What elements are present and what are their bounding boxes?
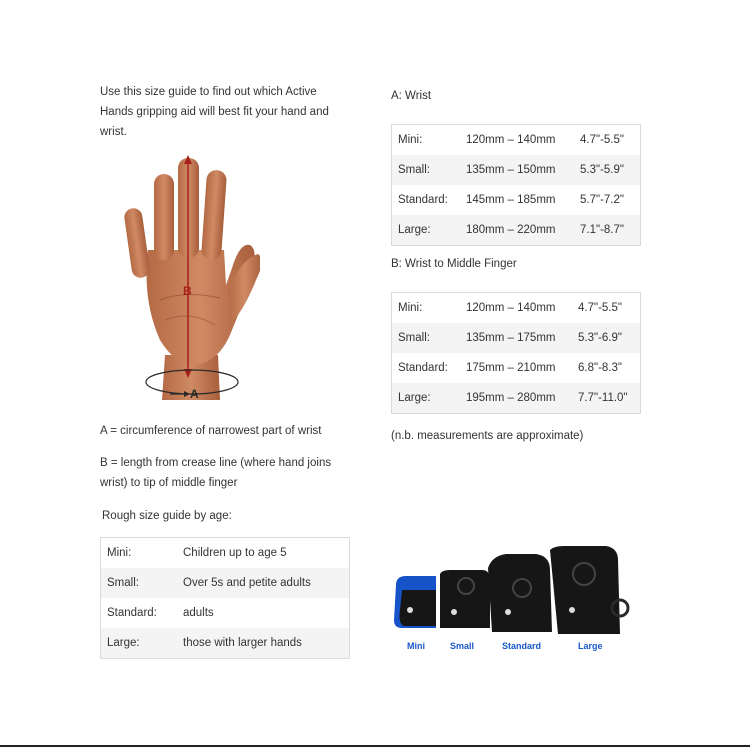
inch-cell: 4.7"-5.5" xyxy=(580,134,624,146)
label-b: B xyxy=(183,284,192,298)
inch-cell: 5.3"-5.9" xyxy=(574,155,641,185)
mm-cell: 135mm – 150mm xyxy=(460,155,574,185)
inch-cell: 6.8"-8.3" xyxy=(578,362,622,374)
size-cell: Small: xyxy=(392,323,461,353)
glove-large xyxy=(550,546,628,634)
inch-cell: 7.1"-8.7" xyxy=(574,215,641,246)
table-row xyxy=(101,568,350,598)
size-cell: Small: xyxy=(392,155,461,185)
label-a: A xyxy=(190,387,199,401)
hand-diagram xyxy=(120,150,260,410)
size-cell: Standard: xyxy=(107,607,157,619)
desc-cell: Children up to age 5 xyxy=(183,547,287,559)
mm-cell: 180mm – 220mm xyxy=(460,215,574,246)
size-cell: Standard: xyxy=(398,194,448,206)
table-row xyxy=(101,598,350,628)
definition-a: A = circumference of narrowest part of wrist xyxy=(100,425,322,437)
size-cell: Mini: xyxy=(107,547,132,559)
mm-cell: 145mm – 185mm xyxy=(466,194,556,206)
inch-cell: 4.7"-5.5" xyxy=(578,302,622,314)
desc-cell: adults xyxy=(183,607,214,619)
mm-cell: 195mm – 280mm xyxy=(460,383,572,414)
desc-cell: those with larger hands xyxy=(177,628,350,659)
finger-table xyxy=(391,292,641,414)
glove-label-large: Large xyxy=(578,641,603,651)
table-row xyxy=(101,628,350,659)
definition-b: B = length from crease line (where hand joins wrist) to tip of middle finger xyxy=(100,457,332,489)
age-guide-table xyxy=(100,537,350,659)
table-row xyxy=(392,293,641,324)
wrist-table xyxy=(391,124,641,246)
table-row xyxy=(392,185,641,215)
gloves-image xyxy=(388,540,638,655)
desc-cell: Over 5s and petite adults xyxy=(177,568,350,598)
glove-small xyxy=(440,570,490,628)
glove-label-mini: Mini xyxy=(407,641,425,651)
wrist-table-title: A: Wrist xyxy=(391,90,432,102)
table-row xyxy=(392,323,641,353)
intro-text: Use this size guide to find out which Active Hands gripping aid will best fit your hand and wrist. xyxy=(100,86,329,138)
table-row xyxy=(392,215,641,246)
approximate-note: (n.b. measurements are approximate) xyxy=(391,430,584,442)
glove-label-standard: Standard xyxy=(502,641,542,651)
size-cell: Mini: xyxy=(398,134,423,146)
age-guide-title: Rough size guide by age: xyxy=(102,510,232,522)
size-cell: Small: xyxy=(101,568,178,598)
glove-label-small: Small xyxy=(450,641,475,651)
mm-cell: 135mm – 175mm xyxy=(460,323,572,353)
mm-cell: 120mm – 140mm xyxy=(466,302,556,314)
hand-shape xyxy=(123,158,260,400)
inch-cell: 5.7"-7.2" xyxy=(580,194,624,206)
glove-mini xyxy=(394,576,436,628)
size-cell: Mini: xyxy=(398,302,423,314)
glove-standard xyxy=(488,554,552,632)
size-cell: Standard: xyxy=(398,362,448,374)
table-row xyxy=(101,538,350,569)
mm-cell: 175mm – 210mm xyxy=(466,362,556,374)
mm-cell: 120mm – 140mm xyxy=(466,134,556,146)
size-cell: Large: xyxy=(392,383,461,414)
bottom-border xyxy=(0,745,750,747)
size-cell: Large: xyxy=(101,628,178,659)
table-row xyxy=(392,125,641,156)
size-cell: Large: xyxy=(392,215,461,246)
table-row xyxy=(392,383,641,414)
finger-table-title: B: Wrist to Middle Finger xyxy=(391,258,517,270)
inch-cell: 5.3"-6.9" xyxy=(572,323,641,353)
table-row xyxy=(392,155,641,185)
inch-cell: 7.7"-11.0" xyxy=(572,383,641,414)
table-row xyxy=(392,353,641,383)
